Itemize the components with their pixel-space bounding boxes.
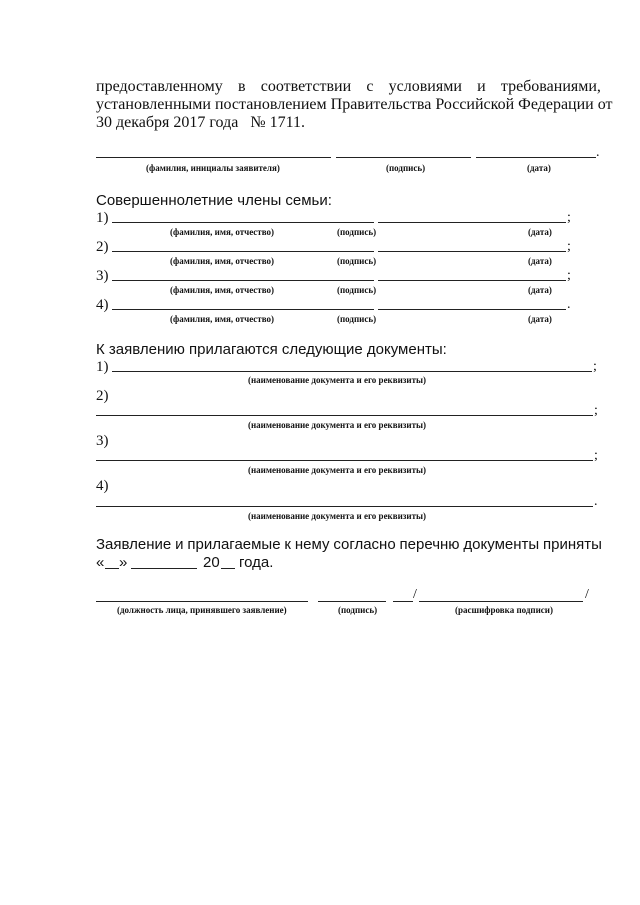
caption-family-sign: (подпись) [337, 256, 377, 266]
caption-document: (наименование документа и его реквизиты) [248, 511, 427, 521]
family-name-line[interactable] [112, 222, 374, 223]
date-open-quote: « [96, 554, 105, 571]
caption-applicant-name: (фамилия, инициалы заявителя) [146, 163, 280, 173]
date-month-line[interactable] [131, 568, 197, 569]
caption-family-date: (дата) [528, 285, 552, 295]
officer-sign-line-2[interactable] [393, 601, 413, 602]
acceptance-word: документы [463, 536, 540, 553]
document-row-end: ; [594, 448, 598, 463]
intro-word: требованиями, [500, 78, 601, 95]
family-row-end: ; [567, 268, 571, 283]
family-sign-date-line[interactable] [378, 222, 566, 223]
document-row-num: 4) [96, 478, 109, 494]
acceptance-word: нему [294, 536, 330, 553]
acceptance-word: приняты [543, 536, 602, 553]
document-row-end: ; [594, 403, 598, 418]
document-row-end: ; [593, 359, 597, 374]
applicant-date-line[interactable] [476, 157, 596, 158]
document-row-num: 3) [96, 433, 109, 449]
document-line[interactable] [96, 415, 593, 416]
caption-family-sign: (подпись) [337, 285, 377, 295]
caption-applicant-sign: (подпись) [386, 163, 426, 173]
intro-word: с [366, 78, 374, 95]
family-row-num: 1) [96, 210, 109, 226]
officer-position-line[interactable] [96, 601, 308, 602]
caption-officer-position: (должность лица, принявшего заявление) [117, 605, 287, 615]
acceptance-word: согласно [333, 536, 396, 553]
date-close-quote: » [119, 554, 128, 571]
applicant-name-line[interactable] [96, 157, 331, 158]
intro-word: соответствии [260, 78, 352, 95]
caption-family-sign: (подпись) [337, 227, 377, 237]
caption-family-sign: (подпись) [337, 314, 377, 324]
caption-family-name: (фамилия, имя, отчество) [170, 314, 275, 324]
caption-officer-sign: (подпись) [338, 605, 378, 615]
acceptance-word: Заявление [96, 536, 172, 553]
caption-document: (наименование документа и его реквизиты) [248, 465, 427, 475]
family-row-num: 2) [96, 239, 109, 255]
document-row-num: 1) [96, 359, 109, 375]
slash-1: / [413, 587, 417, 602]
documents-heading: К заявлению прилагаются следующие документы: [96, 341, 447, 358]
document-row-end: . [594, 494, 598, 509]
date-year-prefix: 20 [203, 554, 220, 571]
officer-sign-line[interactable] [318, 601, 386, 602]
family-name-line[interactable] [112, 280, 374, 281]
applicant-sign-line[interactable] [336, 157, 471, 158]
family-name-line[interactable] [112, 251, 374, 252]
caption-applicant-date: (дата) [527, 163, 551, 173]
applicant-end-dot: . [596, 145, 600, 160]
document-line[interactable] [112, 371, 592, 372]
caption-family-name: (фамилия, имя, отчество) [170, 285, 275, 295]
intro-word: в [237, 78, 246, 95]
family-row-num: 4) [96, 297, 109, 313]
intro-line-2: установленными постановлением Правительства Российской Федерации от [96, 96, 613, 113]
document-line[interactable] [96, 460, 593, 461]
acceptance-word: к [284, 536, 291, 553]
caption-family-date: (дата) [528, 256, 552, 266]
family-row-end: . [567, 297, 571, 312]
intro-word: предоставленному [96, 78, 223, 95]
family-name-line[interactable] [112, 309, 374, 310]
caption-document: (наименование документа и его реквизиты) [248, 375, 427, 385]
date-year-line[interactable] [221, 568, 235, 569]
intro-line-1 [96, 78, 601, 96]
caption-family-date: (дата) [528, 227, 552, 237]
caption-family-date: (дата) [528, 314, 552, 324]
document-row-num: 2) [96, 388, 109, 404]
caption-family-name: (фамилия, имя, отчество) [170, 227, 275, 237]
family-heading: Совершеннолетние члены семьи: [96, 192, 332, 209]
family-row-num: 3) [96, 268, 109, 284]
document-line[interactable] [96, 506, 593, 507]
caption-family-name: (фамилия, имя, отчество) [170, 256, 275, 266]
family-sign-date-line[interactable] [378, 251, 566, 252]
intro-line-3: 30 декабря 2017 года № 1711. [96, 114, 305, 131]
intro-word: и [477, 78, 486, 95]
family-row-end: ; [567, 210, 571, 225]
acceptance-word: прилагаемые [187, 536, 281, 553]
acceptance-word: перечню [399, 536, 460, 553]
date-year-suffix: года. [239, 554, 274, 571]
acceptance-line-1 [96, 536, 602, 553]
acceptance-word: и [175, 536, 184, 553]
date-day-line[interactable] [105, 568, 119, 569]
family-sign-date-line[interactable] [378, 309, 566, 310]
intro-word: условиями [388, 78, 462, 95]
officer-decode-line[interactable] [419, 601, 583, 602]
slash-2: / [585, 587, 589, 602]
caption-document: (наименование документа и его реквизиты) [248, 420, 427, 430]
caption-officer-decode: (расшифровка подписи) [455, 605, 553, 615]
family-row-end: ; [567, 239, 571, 254]
family-sign-date-line[interactable] [378, 280, 566, 281]
